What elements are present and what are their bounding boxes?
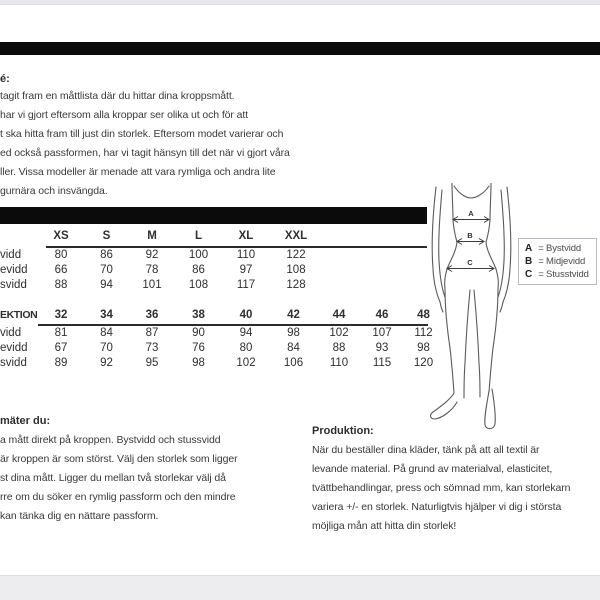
legend-row-hip bbox=[525, 269, 596, 282]
legend-letter: A bbox=[525, 243, 533, 254]
table-cell: 70 bbox=[100, 264, 113, 276]
col-header-l: L bbox=[194, 230, 203, 242]
col-header-m: M bbox=[147, 230, 157, 242]
top-black-bar bbox=[0, 42, 600, 55]
equals-sign: = bbox=[538, 243, 544, 254]
measure-heading: mäter du: bbox=[0, 415, 51, 427]
measure-line: kan tänka dig en nättare passform. bbox=[0, 510, 159, 522]
col-header-44: 44 bbox=[332, 309, 346, 321]
measure-line: st dina mått. Ligger du mellan två storlekar välj då bbox=[0, 472, 226, 484]
hip-arrow bbox=[447, 258, 494, 272]
legend-label: Midjevidd bbox=[546, 256, 586, 267]
table-cell: 84 bbox=[287, 342, 300, 354]
legend-letter: B bbox=[525, 256, 533, 267]
table-cell: 73 bbox=[145, 342, 159, 354]
col-header-42: 42 bbox=[287, 309, 300, 321]
equals-sign: = bbox=[538, 269, 544, 280]
table-cell: 101 bbox=[142, 279, 162, 291]
table-cell: 81 bbox=[54, 327, 68, 339]
measure-line: rre om du söker en rymlig passform och den mindre bbox=[0, 491, 236, 503]
measurement-legend bbox=[518, 238, 597, 285]
table-cell: 86 bbox=[192, 264, 205, 276]
bust-arrow bbox=[453, 209, 489, 223]
intro-line: ller. Vissa modeller är menade att vara rymliga och andra lite bbox=[0, 166, 276, 178]
table-cell: 67 bbox=[54, 342, 68, 354]
row-label-waist: evidd bbox=[0, 264, 28, 276]
intro-heading: é: bbox=[0, 73, 10, 85]
col-header-40: 40 bbox=[239, 309, 253, 321]
table-corner-blank bbox=[0, 229, 38, 248]
production-line: levande material. På grund av materialval, elasticitet, bbox=[312, 463, 553, 475]
size-table-kollektion bbox=[0, 308, 444, 371]
table-cell: 92 bbox=[145, 249, 159, 261]
table-cell: 98 bbox=[192, 357, 205, 369]
legend-row-waist bbox=[525, 256, 596, 269]
production-line: variera +/- en storlek. Naturligtvis hjälper vi dig i största bbox=[312, 501, 562, 513]
intro-line: ed också passformen, har vi tagit hänsyn till det när vi gjort våra bbox=[0, 147, 290, 159]
bust-arrow-label: A bbox=[468, 209, 474, 218]
table-cell: 102 bbox=[329, 327, 349, 339]
intro-line: har vi gjort eftersom alla kroppar ser olika ut och för att bbox=[0, 109, 248, 121]
body-figure-icon bbox=[424, 183, 518, 433]
col-header-46: 46 bbox=[375, 309, 389, 321]
table-cell: 90 bbox=[192, 327, 205, 339]
production-heading: Produktion: bbox=[312, 425, 374, 437]
table-cell: 66 bbox=[54, 264, 68, 276]
legend-row-bust bbox=[525, 243, 596, 256]
table-cell: 115 bbox=[372, 357, 392, 369]
table-header-rule bbox=[46, 246, 427, 248]
col-header-s: S bbox=[102, 230, 111, 242]
table-cell: 128 bbox=[286, 279, 306, 291]
legend-label: Bystvidd bbox=[546, 243, 582, 254]
size-table-letter bbox=[0, 229, 322, 293]
table-cell: 95 bbox=[145, 357, 159, 369]
equals-sign: = bbox=[538, 256, 544, 267]
hip-arrow-label: C bbox=[467, 258, 473, 267]
table-cell: 94 bbox=[239, 327, 253, 339]
table-cell: 84 bbox=[100, 327, 113, 339]
row-label-waist: evidd bbox=[0, 342, 28, 354]
table-cell: 94 bbox=[100, 279, 113, 291]
table-cell: 122 bbox=[286, 249, 306, 261]
table-cell: 120 bbox=[413, 357, 434, 369]
table-cell: 106 bbox=[283, 357, 304, 369]
photo-edge-bottom bbox=[0, 575, 600, 600]
waist-arrow bbox=[457, 231, 484, 245]
table-cell: 98 bbox=[417, 342, 430, 354]
table-cell: 108 bbox=[286, 264, 306, 276]
col-header-32: 32 bbox=[54, 309, 68, 321]
table-section-black-bar bbox=[0, 207, 427, 224]
table-cell: 88 bbox=[332, 342, 346, 354]
table-cell: 117 bbox=[236, 279, 256, 291]
intro-section bbox=[0, 71, 470, 201]
row-label-bust: vidd bbox=[0, 327, 22, 339]
table-cell: 108 bbox=[188, 279, 209, 291]
row-label-hip: svidd bbox=[0, 279, 27, 291]
table-cell: 92 bbox=[100, 357, 113, 369]
table-cell: 87 bbox=[145, 327, 159, 339]
row-label-bust: vidd bbox=[0, 249, 22, 261]
col-header-xl: XL bbox=[238, 230, 254, 242]
table-cell: 93 bbox=[375, 342, 389, 354]
table-cell: 86 bbox=[100, 249, 113, 261]
photo-edge-top bbox=[0, 0, 600, 5]
table-cell: 76 bbox=[192, 342, 205, 354]
table-cell: 88 bbox=[54, 279, 68, 291]
measure-line: är kroppen är som störst. Välj den storlek som ligger bbox=[0, 453, 238, 465]
col-header-36: 36 bbox=[145, 309, 159, 321]
col-header-38: 38 bbox=[192, 309, 205, 321]
table-cell: 102 bbox=[236, 357, 256, 369]
table-cell: 80 bbox=[239, 342, 253, 354]
measure-line: a mått direkt på kroppen. Bystvidd och stussvidd bbox=[0, 434, 221, 446]
production-line: tvättbehandlingar, press och sömnad mm, kan storlekarn bbox=[312, 482, 571, 494]
waist-arrow-label: B bbox=[467, 231, 473, 240]
col-header-xs: XS bbox=[53, 230, 69, 242]
table-cell: 110 bbox=[329, 357, 349, 369]
legend-letter: C bbox=[525, 269, 533, 280]
table-cell: 89 bbox=[54, 357, 68, 369]
intro-line: tagit fram en måttlista där du hittar dina kroppsmått. bbox=[0, 90, 235, 102]
table-cell: 70 bbox=[100, 342, 113, 354]
row-label-hip: svidd bbox=[0, 357, 27, 369]
col-header-48: 48 bbox=[417, 309, 430, 321]
table-cell: 98 bbox=[287, 327, 300, 339]
intro-line: gurnära och insvängda. bbox=[0, 185, 108, 197]
kollektion-header-label: EKTION bbox=[0, 309, 38, 321]
col-header-34: 34 bbox=[100, 309, 113, 321]
legend-label: Stusstvidd bbox=[546, 269, 589, 280]
table-cell: 78 bbox=[145, 264, 159, 276]
table-cell: 112 bbox=[414, 327, 433, 339]
table-cell: 110 bbox=[236, 249, 256, 261]
table-header-rule bbox=[38, 324, 428, 326]
col-header-xxl: XXL bbox=[284, 230, 308, 242]
table-cell: 97 bbox=[239, 264, 253, 276]
how-to-measure-section bbox=[0, 412, 310, 526]
production-line: möjliga mån att hitta din storlek! bbox=[312, 520, 457, 532]
table-cell: 80 bbox=[54, 249, 68, 261]
body-measurement-figure bbox=[424, 183, 518, 433]
production-section bbox=[312, 422, 600, 536]
table-cell: 100 bbox=[188, 249, 209, 261]
production-line: När du beställer dina kläder, tänk på att all textil är bbox=[312, 444, 540, 456]
table-cell: 107 bbox=[372, 327, 392, 339]
intro-line: t ska hitta fram till just din storlek. Eftersom modet varierar och bbox=[0, 128, 284, 140]
